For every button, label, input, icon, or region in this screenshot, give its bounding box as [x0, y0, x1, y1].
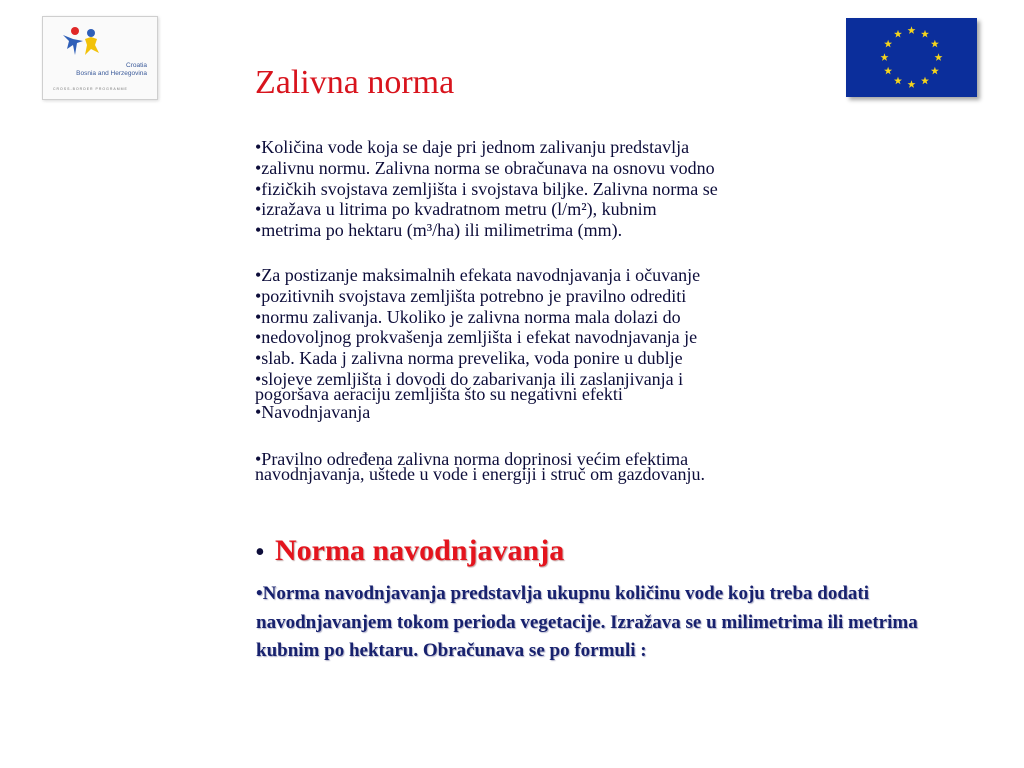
final-paragraph: •Norma navodnjavanja predstavlja ukupnu količinu vode koju treba dodati navodnjavanjem tokom perioda vegetacije. Izražava se u milimetrima ili metrima kubnim po hektaru. Obračunava se po formuli :	[256, 583, 918, 661]
program-logo	[42, 16, 158, 100]
paragraph-conclusion	[255, 449, 705, 485]
text-line: •slojeve zemljišta i dovodi do zabarivanja ili zaslanjivanja i	[255, 368, 684, 389]
text-line: •izražava u litrima po kvadratnom metru (l/m²), kubnim	[255, 199, 657, 220]
paragraph-definition	[255, 137, 718, 241]
text-line: •slab. Kada j zalivna norma prevelika, voda ponire u dublje	[255, 348, 683, 369]
logo-line1: Croatia	[126, 62, 147, 69]
page-title: Zalivna norma	[255, 64, 455, 101]
logo-tagline: CROSS-BORDER PROGRAMME	[53, 87, 128, 90]
text-line: •Navodnjavanja	[255, 401, 371, 422]
text-line: •Količina vode koja se daje pri jednom zalivanju predstavlja	[255, 137, 690, 157]
text-line: •Pravilno određena zalivna norma doprinosi većim efektima	[255, 449, 689, 469]
eu-star-icon	[881, 53, 889, 61]
paragraph-effects	[255, 265, 700, 423]
star-figures-icon	[55, 25, 105, 65]
text-line: •normu zalivanja. Ukoliko je zalivna norma mala dolazi do	[255, 306, 681, 327]
eu-star-icon	[894, 30, 902, 38]
subheading: Norma navodnjavanja	[275, 534, 565, 567]
text-line: navodnjavanja, uštede u vode i energiji i struč om gazdovanju.	[255, 464, 706, 484]
text-line: •zalivnu normu. Zalivna norma se obračunava na osnovu vodno	[255, 157, 715, 178]
eu-star-icon	[921, 77, 929, 85]
eu-star-icon	[884, 40, 892, 48]
eu-star-icon	[908, 80, 916, 88]
text-line: •pozitivnih svojstava zemljišta potrebno je pravilno odrediti	[255, 285, 687, 306]
subheading-bullet: •	[255, 537, 265, 568]
text-line: pogoršava aeraciju zemljišta što su negativni efekti	[255, 383, 623, 404]
eu-star-icon	[931, 67, 939, 75]
eu-flag	[846, 18, 977, 97]
logo-line2: Bosnia and Herzegovina	[76, 70, 147, 77]
text-line: •nedovoljnog prokvašenja zemljišta i efekat navodnjavanja je	[255, 327, 698, 348]
eu-star-icon	[884, 67, 892, 75]
eu-star-icon	[908, 26, 916, 34]
eu-star-icon	[894, 77, 902, 85]
eu-flag-icon	[846, 18, 977, 97]
eu-star-icon	[931, 40, 939, 48]
text-line: •Za postizanje maksimalnih efekata navodnjavanja i očuvanje	[255, 265, 701, 285]
eu-star-icon	[921, 30, 929, 38]
text-line: •metrima po hektaru (m³/ha) ili milimetrima (mm).	[255, 220, 623, 241]
eu-star-icon	[935, 53, 943, 61]
text-line: •fizičkih svojstava zemljišta i svojstava biljke. Zalivna norma se	[255, 178, 718, 199]
